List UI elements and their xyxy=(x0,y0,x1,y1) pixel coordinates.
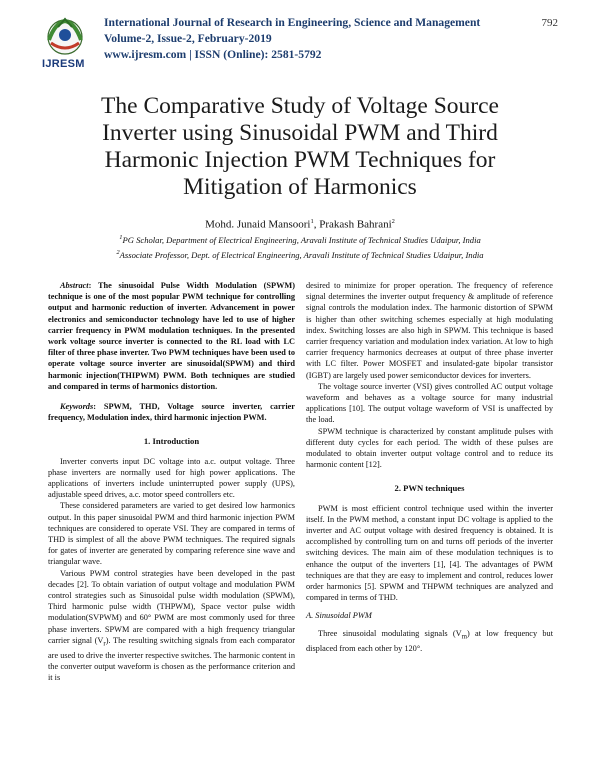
affiliation-2 xyxy=(40,249,560,260)
paragraph: The voltage source inverter (VSI) gives controlled AC output voltage waveform and behaves as a voltage source for many industrial applications [10]. The output voltage waveform of VSI is unaffected by the load. xyxy=(306,381,553,425)
section-heading: 2. PWN techniques xyxy=(394,483,465,494)
abstract-text: : The sinusoidal Pulse Width Modulation (SPWM) technique is one of the most popular PWM technique for controlling output and harmonic reduction of inverter. Advancement in power electronics and semiconductor technology have led to use of higher carrier frequency in PWM modulation techniques. In the presented work voltage source inverter is connected to the RL load with LC filter of three phase inverter. Two PWM techniques have been used to operate voltage source inverter are sinusoidal(SPWM) and third harmonic injection(THIPWM) PWM. Both techniques are studied and compared in terms of harmonics distortion. xyxy=(48,281,295,391)
author-sup: 2 xyxy=(391,218,395,225)
title-line: The Comparative Study of Voltage Source xyxy=(101,93,499,119)
page-number: 792 xyxy=(541,17,558,29)
journal-volume: Volume-2, Issue-2, February-2019 xyxy=(104,32,272,45)
journal-header xyxy=(104,15,480,63)
abstract xyxy=(48,280,295,392)
author-separator: , xyxy=(313,218,320,231)
title-line: Mitigation of Harmonics xyxy=(183,174,417,200)
paragraph: Inverter converts input DC voltage into a.c. output voltage. Three phase inverters are normally used for high power applications. The applications of inverters include uninterrupted power supply (UPS), adjustable speed drives, a.c. motor speed controllers etc. xyxy=(48,456,295,500)
keywords-label: Keywords xyxy=(60,402,94,412)
author-list xyxy=(40,218,560,231)
journal-web: www.ijresm.com | ISSN (Online): 2581-5792 xyxy=(104,48,322,61)
section-heading: 1. Introduction xyxy=(143,436,200,447)
abstract-label: Abstract xyxy=(60,281,89,290)
affiliation-1 xyxy=(40,234,560,245)
journal-name: International Journal of Research in Engineering, Science and Management xyxy=(104,16,481,29)
subscript: m xyxy=(461,633,467,641)
paragraph: These considered parameters are varied to get desired low harmonics output. In this paper sinusoidal PWM and third harmonic injection PWM techniques are considered to operate VSI. They are compared in terms of THD is simplest of all the above PWM techniques. The required signals for gates of inverter are generated by comparing reference sine wave and triangular wave. xyxy=(48,501,295,567)
paragraph: SPWM technique is characterized by constant amplitude pulses with different duty cycles for each period. The width of these pulses are modulated to obtain inverter output voltage control and to reduce its harmonic content [12]. xyxy=(306,426,553,470)
subsection-heading: A. Sinusoidal PWM xyxy=(306,611,372,621)
aff-sup: 1 xyxy=(119,234,123,241)
author-sup: 1 xyxy=(310,218,314,225)
paragraph-text: ). The resulting switching signals from each comparator are used to drive the inverter respective switches. The harmonic content in the converter output waveform is chosen as the performance criterion and it is xyxy=(48,635,295,683)
paragraph xyxy=(48,568,295,684)
keywords-text: : SPWM, THD, Voltage source inverter, carrier frequency, Modulation index, third harmonic injection PWM. xyxy=(48,402,295,423)
paragraph-text: Various PWM control strategies have been developed in the past decades [2]. To obtain variation of output voltage and modulation PWM control strategies such as Sinusoidal pulse width modulation (SPWM), Third harmonic pulse width (THPWM), Space vector pulse width modulation(SVPWM) and 60° PWM are most commonly used for three phase inverters. SPWM are compared with a high frequency triangular carrier signal (V xyxy=(48,568,295,645)
paragraph-text: ) at low frequency but displaced from each other by 120°. xyxy=(306,628,553,653)
paragraph xyxy=(306,628,553,654)
subscript: r xyxy=(103,640,106,648)
aff-text: PG Scholar, Department of Electrical Engineering, Aravali Institute of Technical Studies Udaipur, India xyxy=(122,234,481,245)
title-line: Harmonic Injection PWM Techniques for xyxy=(104,147,496,173)
aff-sup: 2 xyxy=(116,249,120,256)
logo-emblem-icon xyxy=(41,13,101,61)
author-name: Prakash Bahrani xyxy=(319,218,392,231)
aff-text: Associate Professor, Dept. of Electrical Engineering, Aravali Institute of Technical Studies Udaipur, India xyxy=(119,249,484,260)
title-line: Inverter using Sinusoidal PWM and Third xyxy=(102,120,498,146)
keywords xyxy=(48,401,295,423)
right-column xyxy=(306,280,553,654)
paragraph-text: Three sinusoidal modulating signals (V xyxy=(318,628,462,638)
left-column xyxy=(48,280,295,683)
paragraph: PWM is most efficient control technique used within the inverter itself. In the PWM method, a constant input DC voltage is applied to the inverter and AC output voltage with desired frequency is obtained. It is accomplished by controlling turn on and turns off periods of the inverter switching devices. The main aim of these modulation techniques is to enhance the output of the inverters [1], [4]. The advantages of PWM techniques are that they are easy to implement and control, reduces lower order harmonics [5]. SPWM and THPWM techniques are analyzed and compared in terms of THD. xyxy=(306,503,553,603)
author-name: Mohd. Junaid Mansoori xyxy=(205,218,311,231)
paragraph: desired to minimize for proper operation. The frequency of reference signal determines the inverter output frequency & amplitude of reference signal controls the modulation index. The harmonic distortion of SPWM is higher than other switching schemes especially at high modulating index. Switching losses are also high in SPWM. This technique is based carrier frequency variation and modulation index variation. At low to high carrier frequency harmonics decreases at output of three phase inverter with LC filter. Power MOSFET and insulated-gate bipolar transistor (IGBT) are largely used power semiconductor devices for inverters. xyxy=(306,281,553,380)
logo-text: IJRESM xyxy=(42,58,85,70)
paper-title xyxy=(40,93,560,201)
